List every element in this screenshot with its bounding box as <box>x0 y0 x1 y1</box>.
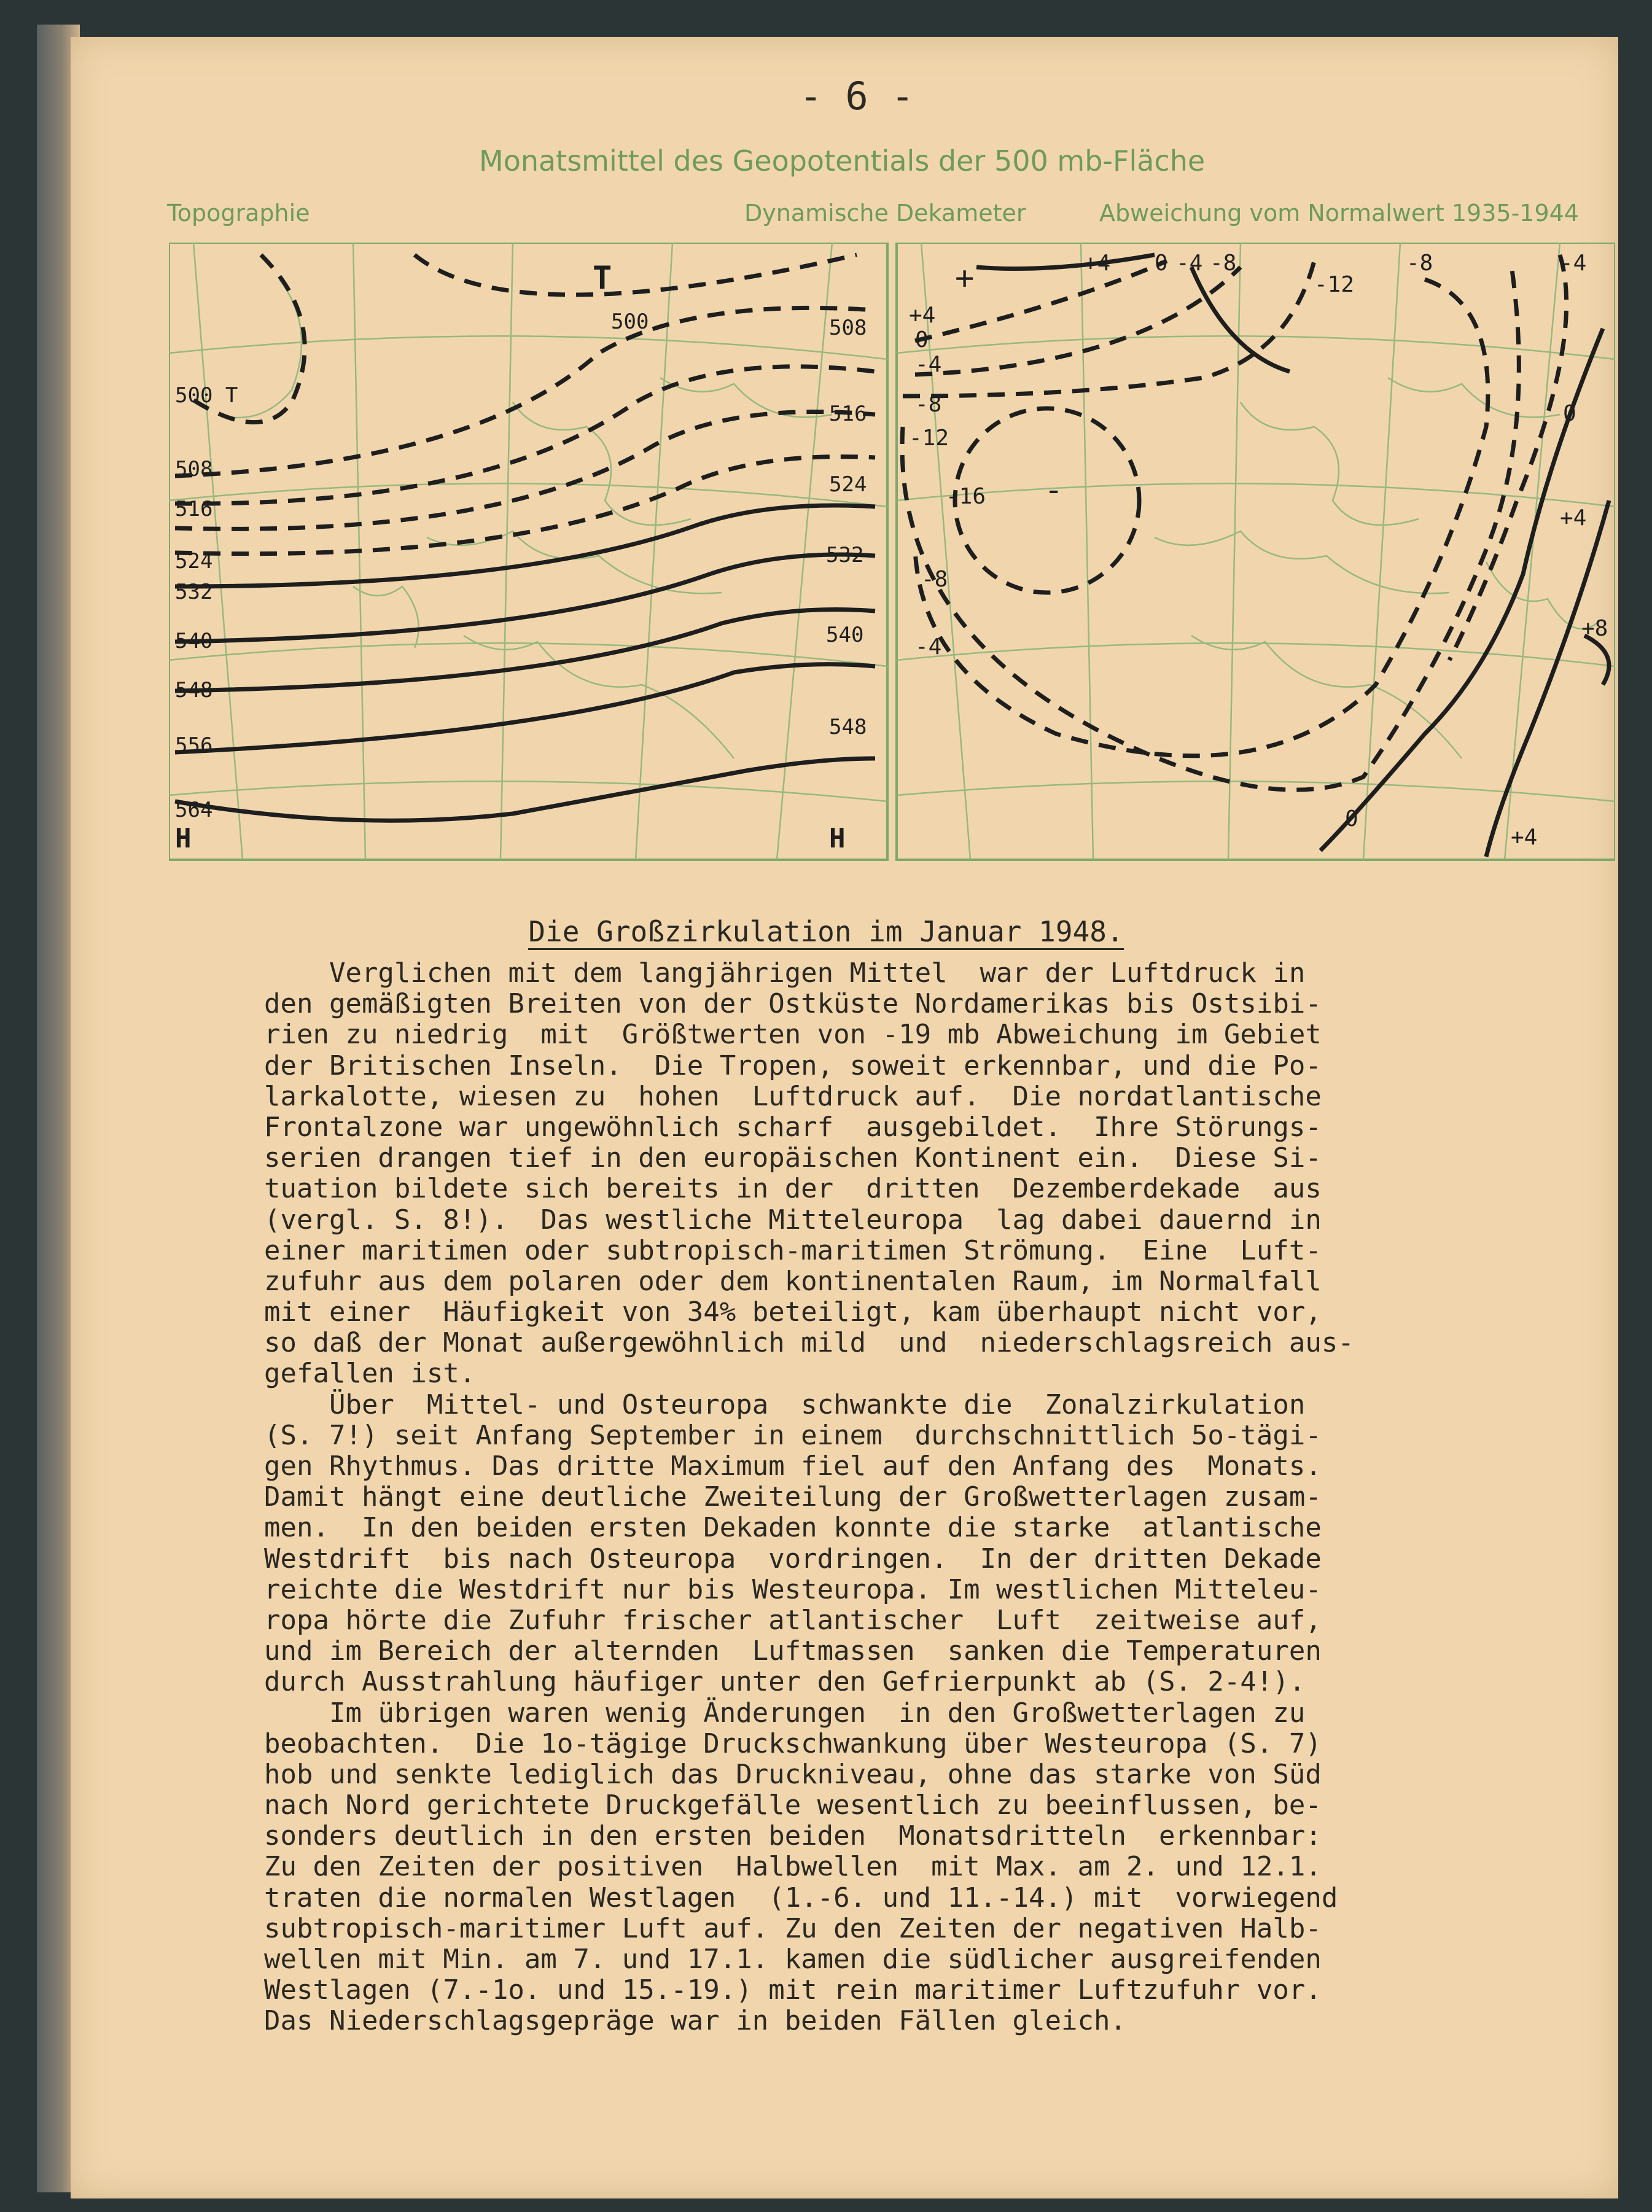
right-map-label-8: - <box>1044 472 1064 508</box>
article-body <box>264 958 1523 2037</box>
right-map-label-4: -4 <box>915 352 942 377</box>
text-line: Damit hängt eine deutliche Zweiteilung der Großwetterlagen zusam- <box>264 1481 1322 1513</box>
isoline-label-532: 532 <box>826 543 864 567</box>
text-line: Frontalzone war ungewöhnlich scharf ausgebildet. Ihre Störungs- <box>264 1111 1322 1143</box>
text-line: traten die normalen Westlagen (1.-6. und 11.-14.) mit vorwiegend <box>264 1882 1338 1914</box>
article-heading: Die Großzirkulation im Januar 1948. <box>0 915 1652 948</box>
text-line: Westdrift bis nach Osteuropa vordringen. In der dritten Dekade <box>264 1543 1322 1575</box>
text-line: beobachten. Die 1o-tägige Druckschwankung über Westeuropa (S. 7) <box>264 1727 1322 1759</box>
right-map-label-16: -8 <box>1406 251 1433 276</box>
text-line: Im übrigen waren wenig Änderungen in den Großwetterlagen zu <box>264 1697 1306 1729</box>
text-line: larkalotte, wiesen zu hohen Luftdruck auf. Die nordatlantische <box>264 1080 1322 1112</box>
text-line: gefallen ist. <box>264 1358 476 1390</box>
isoline-label-516: 516 <box>829 402 867 426</box>
text-line: gen Rhythmus. Das dritte Maximum fiel auf den Anfang des Monats. <box>264 1451 1322 1482</box>
left-edge-label-516: 516 <box>175 497 213 521</box>
left-edge-label-524: 524 <box>175 549 213 574</box>
right-map-label-10: -4 <box>915 634 942 660</box>
isoline-label-540: 540 <box>826 623 864 647</box>
figure-right-label: Abweichung vom Normalwert 1935-1944 <box>1099 200 1579 227</box>
text-line: ropa hörte die Zufuhr frischer atlantischer Luft zeitweise auf, <box>264 1604 1322 1636</box>
text-line: zufuhr aus dem polaren oder dem kontinentalen Raum, im Normalfall <box>264 1265 1322 1297</box>
right-map-label-14: -8 <box>1210 251 1237 276</box>
text-line: serien drangen tief in den europäischen Kontinent ein. Diese Si- <box>264 1142 1322 1174</box>
right-map-label-21: +4 <box>1511 825 1538 850</box>
right-map-label-3: 0 <box>915 327 929 352</box>
page-number: - 6 - <box>799 74 914 119</box>
right-map-label-15: -12 <box>1314 272 1355 297</box>
left-map-marker-top: T <box>593 260 612 297</box>
right-map-label-1: + <box>955 260 975 297</box>
right-map-label-22: 0 <box>1345 806 1358 831</box>
text-line: Verglichen mit dem langjährigen Mittel war der Luftdruck in <box>264 957 1306 989</box>
text-line: den gemäßigten Breiten von der Ostküste Nordamerikas bis Ostsibi- <box>264 988 1322 1020</box>
right-map-frame <box>897 243 1615 860</box>
left-map-marker-bottom-right: H <box>829 823 846 854</box>
isoline-label-524: 524 <box>829 472 867 497</box>
text-line: rien zu niedrig mit Größtwerten von -19 mb Abweichung im Gebiet <box>264 1019 1322 1051</box>
text-line: durch Ausstrahlung häufiger unter den Gefrierpunkt ab (S. 2-4!). <box>264 1666 1306 1698</box>
weather-maps <box>169 243 1615 863</box>
text-line: reichte die Westdrift nur bis Westeuropa. Im westlichen Mitteleu- <box>264 1573 1322 1605</box>
left-edge-label-540: 540 <box>175 629 213 653</box>
isoline-label-548: 548 <box>829 715 867 739</box>
left-map-marker-bottom-left: H <box>175 823 192 854</box>
right-map-label-19: +4 <box>1560 505 1587 531</box>
left-map-frame <box>169 243 887 860</box>
text-line: (vergl. S. 8!). Das westliche Mitteleuropa lag dabei dauernd in <box>264 1204 1322 1236</box>
right-map-label-17: -4 <box>1560 251 1587 276</box>
text-line: men. In den beiden ersten Dekaden konnte die starke atlantische <box>264 1512 1322 1544</box>
text-line: hob und senkte lediglich das Druckniveau, ohne das starke von Süd <box>264 1758 1322 1790</box>
text-line: tuation bildete sich bereits in der dritten Dezemberdekade aus <box>264 1173 1322 1205</box>
text-line: der Britischen Inseln. Die Tropen, soweit erkennbar, und die Po- <box>264 1050 1322 1081</box>
left-map-marker-left: 500 T <box>175 383 238 408</box>
right-map-label-5: -8 <box>915 392 942 417</box>
left-edge-label-564: 564 <box>175 798 213 822</box>
text-line: Über Mittel- und Osteuropa schwankte die Zonalzirkulation <box>264 1388 1306 1420</box>
left-edge-label-556: 556 <box>175 733 213 758</box>
figure-title: Monatsmittel des Geopotentials der 500 mb-Fläche <box>479 144 1206 177</box>
text-line: wellen mit Min. am 7. und 17.1. kamen die südlicher ausgreifenden <box>264 1944 1322 1975</box>
figure-left-label: Topographie <box>167 200 310 227</box>
figure-units-label: Dynamische Dekameter <box>744 200 1026 227</box>
left-edge-label-532: 532 <box>175 580 213 604</box>
isoline-label-508: 508 <box>829 316 867 340</box>
left-edge-label-548: 548 <box>175 678 213 703</box>
right-map-label-9: -8 <box>921 567 948 592</box>
text-line: einer maritimen oder subtropisch-maritimen Strömung. Eine Luft- <box>264 1234 1322 1266</box>
text-line: Zu den Zeiten der positiven Halbwellen mit Max. am 2. und 12.1. <box>264 1851 1322 1883</box>
right-map-label-13: -4 <box>1176 251 1203 276</box>
right-map-label-6: -12 <box>909 426 949 451</box>
text-line: so daß der Monat außergewöhnlich mild und niederschlagsreich aus- <box>264 1327 1354 1359</box>
right-map-label-7: -16 <box>946 484 986 509</box>
text-line: (S. 7!) seit Anfang September in einem durchschnittlich 5o-tägi- <box>264 1419 1322 1451</box>
text-line: Das Niederschlagsgepräge war in beiden Fällen gleich. <box>264 2005 1126 2037</box>
right-map-label-20: +8 <box>1581 616 1608 641</box>
text-line: Westlagen (7.-1o. und 15.-19.) mit rein maritimer Luftzufuhr vor. <box>264 1974 1322 2006</box>
text-line: und im Bereich der alternden Luftmassen sanken die Temperaturen <box>264 1635 1322 1667</box>
right-map-label-12: 0 <box>1155 251 1168 276</box>
left-edge-label-508: 508 <box>175 457 213 481</box>
text-line: sonders deutlich in den ersten beiden Monatsdritteln erkennbar: <box>264 1820 1322 1852</box>
text-line: nach Nord gerichtete Druckgefälle wesentlich zu beeinflussen, be- <box>264 1789 1322 1821</box>
right-map-label-11: +4 <box>1084 251 1111 276</box>
right-map-label-18: 0 <box>1563 401 1576 426</box>
text-line: subtropisch-maritimer Luft auf. Zu den Zeiten der negativen Halb- <box>264 1912 1322 1944</box>
right-map-label-2: +4 <box>909 303 936 328</box>
isoline-label-500: 500 <box>611 310 649 334</box>
text-line: mit einer Häufigkeit von 34% beteiligt, kam überhaupt nicht vor, <box>264 1296 1322 1328</box>
